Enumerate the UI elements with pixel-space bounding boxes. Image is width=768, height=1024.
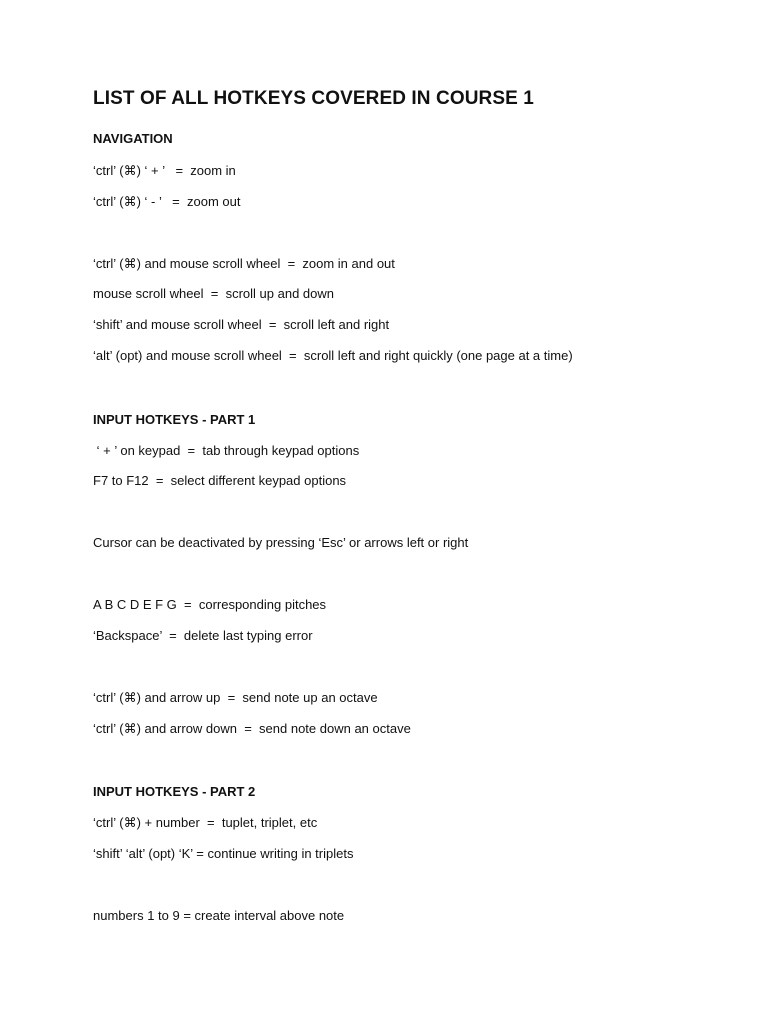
hotkey-line: Cursor can be deactivated by pressing ‘Esc’ or arrows left or right [93,535,469,550]
hotkey-line: ‘ctrl’ (⌘) ‘ - ’ = zoom out [93,194,241,209]
hotkey-line: A B C D E F G = corresponding pitches [93,597,327,612]
hotkey-line: ‘ctrl’ (⌘) and mouse scroll wheel = zoom in and out [93,256,395,271]
hotkey-line: ‘ctrl’ (⌘) ‘ + ’ = zoom in [93,163,236,178]
hotkey-line: ‘alt’ (opt) and mouse scroll wheel = scroll left and right quickly (one page at a time) [93,348,573,363]
page-title: LIST OF ALL HOTKEYS COVERED IN COURSE 1 [93,88,534,109]
hotkey-line: F7 to F12 = select different keypad options [93,473,347,488]
hotkey-line: ‘ctrl’ (⌘) and arrow down = send note down an octave [93,721,411,736]
hotkey-line: ‘ + ’ on keypad = tab through keypad options [93,443,360,458]
hotkey-line: ‘ctrl’ (⌘) + number = tuplet, triplet, etc [93,815,318,830]
hotkey-line: numbers 1 to 9 = create interval above note [93,908,345,923]
hotkey-line: ‘Backspace’ = delete last typing error [93,628,313,643]
section-heading-input-part-1: INPUT HOTKEYS - PART 1 [93,412,256,427]
section-heading-navigation: NAVIGATION [93,131,173,146]
hotkey-line: ‘ctrl’ (⌘) and arrow up = send note up an octave [93,690,378,705]
hotkey-line: ‘shift’ ‘alt’ (opt) ‘K’ = continue writing in triplets [93,846,354,861]
hotkey-line: ‘shift’ and mouse scroll wheel = scroll left and right [93,317,390,332]
section-heading-input-part-2: INPUT HOTKEYS - PART 2 [93,784,256,799]
hotkey-line: mouse scroll wheel = scroll up and down [93,286,334,301]
